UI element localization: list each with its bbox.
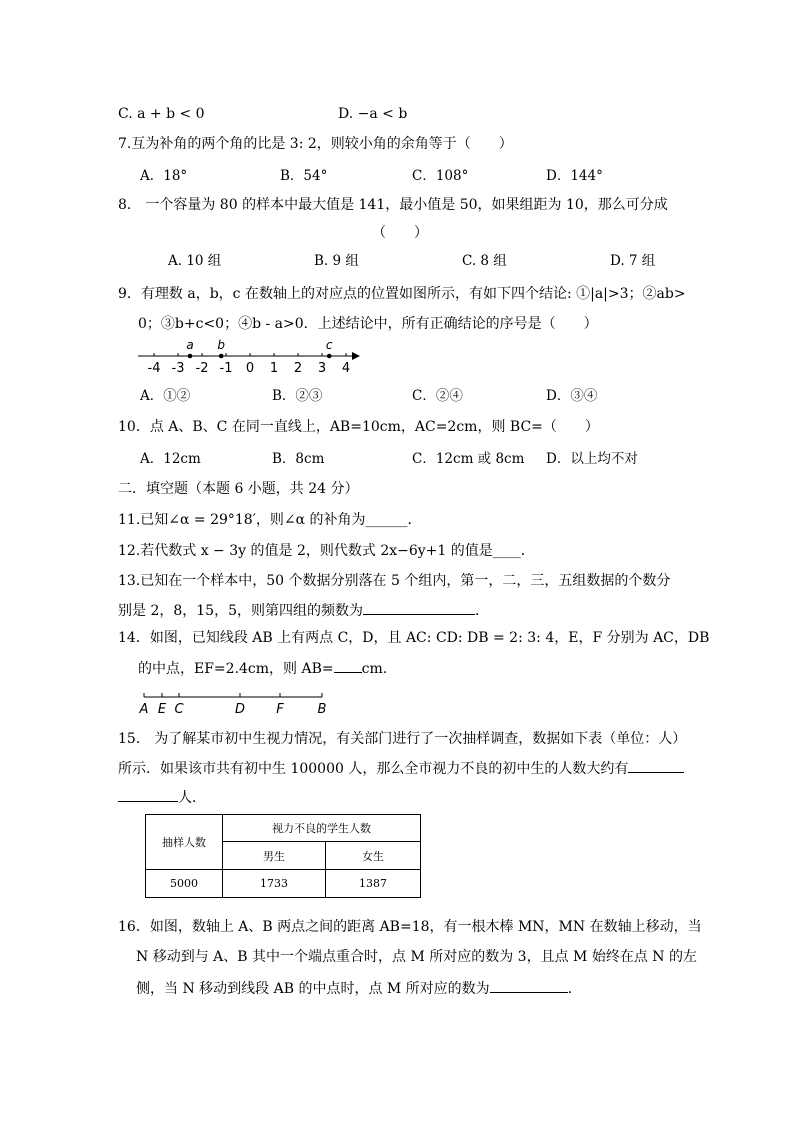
- q13-stem-text: 别是 2，8，15，5，则第四组的频数为: [118, 603, 363, 619]
- q6-option-c: C. a + b < 0: [118, 106, 205, 122]
- point-c: [327, 354, 332, 359]
- q9-option-c: C．②④: [412, 388, 463, 404]
- table-header-girls: 女生: [326, 842, 421, 870]
- table-cell-sample: 5000: [146, 870, 223, 898]
- segment-point-label: A: [139, 702, 149, 717]
- q8-option-d: D. 7 组: [610, 253, 656, 269]
- q15-answer-blank-2: [118, 787, 178, 802]
- q8-option-b: B. 9 组: [314, 253, 359, 269]
- axis-tick-label: -2: [195, 361, 209, 376]
- axis-tick-label: 0: [245, 361, 255, 376]
- q13-stem-line1: 13.已知在一个样本中，50 个数据分别落在 5 个组内，第一，二，三，五组数据的个数分: [118, 573, 671, 589]
- q12-stem: 12.若代数式 x − 3y 的值是 2，则代数式 2x−6y+1 的值是____．: [118, 543, 535, 559]
- q9-stem-line1: 9．有理数 a，b，c 在数轴上的对应点的位置如图所示，有如下四个结论: ①|a|>3；②ab>: [118, 286, 686, 302]
- q10-option-c: C．12cm 或 8cm: [412, 451, 525, 467]
- segment-point-label: D: [234, 702, 246, 717]
- q9-number-line: [130, 336, 380, 376]
- axis-tick-label: -1: [219, 361, 233, 376]
- q10-option-b: B．8cm: [272, 451, 325, 467]
- point-a: [188, 354, 193, 359]
- table-cell-girls: 1387: [326, 870, 421, 898]
- q14-stem-unit: cm.: [361, 661, 388, 677]
- table-header-sample: 抽样人数: [146, 815, 223, 870]
- point-label-c: c: [325, 338, 333, 352]
- q10-option-d: D．以上均不对: [546, 451, 638, 467]
- axis-tick-label: 1: [269, 361, 279, 376]
- q13-answer-blank: [363, 600, 475, 615]
- q14-stem-text: 的中点，EF=2.4cm，则 AB=: [138, 661, 334, 677]
- section2-title: 二．填空题（本题 6 小题，共 24 分）: [118, 481, 359, 497]
- q8-bracket: （ ）: [372, 225, 428, 241]
- q15-stem-line2: [118, 758, 684, 779]
- q16-stem-line1: 16．如图，数轴上 A、B 两点之间的距离 AB=18，有一根木棒 MN，MN 在数轴上移动，当: [118, 919, 702, 935]
- q9-stem-line2: 0；③b+c<0；④b - a>0．上述结论中，所有正确结论的序号是（ ）: [138, 316, 598, 332]
- q8-option-c: C. 8 组: [462, 253, 507, 269]
- axis-tick-label: 2: [293, 361, 303, 376]
- q14-stem-line1: 14．如图，已知线段 AB 上有两点 C，D，且 AC: CD: DB = 2: 3: 4，E，F 分别为 AC，DB: [118, 630, 710, 646]
- q10-stem: 10．点 A、B、C 在同一直线上，AB=10cm，AC=2cm，则 BC=（ ）: [118, 419, 599, 435]
- q9-option-b: B．②③: [272, 388, 323, 404]
- q14-segment-figure: [134, 688, 334, 720]
- axis-tick-label: -3: [171, 361, 185, 376]
- q15-stem-line3: [118, 787, 206, 808]
- q10-option-a: A．12cm: [140, 451, 201, 467]
- q7-option-a: A．18°: [140, 168, 188, 184]
- segment-point-label: F: [276, 702, 284, 717]
- q9-option-a: A．①②: [140, 388, 191, 404]
- q15-answer-blank-1: [628, 758, 684, 773]
- q14-answer-blank: [334, 658, 362, 673]
- q16-stem-text: 侧，当 N 移动到线段 AB 的中点时，点 M 所对应的数为: [136, 981, 490, 997]
- point-b: [219, 354, 224, 359]
- q7-stem: 7.互为补角的两个角的比是 3: 2，则较小角的余角等于（ ）: [118, 136, 513, 152]
- q16-stem-end: ．: [567, 981, 582, 997]
- q16-answer-blank: [490, 978, 568, 993]
- segment-point-label: B: [317, 702, 327, 717]
- q16-stem-line3: [136, 978, 582, 999]
- q11-stem: 11.已知∠α = 29°18′，则∠α 的补角为______．: [118, 512, 422, 528]
- q14-stem-line2: [138, 658, 387, 679]
- axis-tick-label: 4: [341, 361, 351, 376]
- number-line-points: [186, 338, 333, 358]
- q8-stem: 8． 一个容量为 80 的样本中最大值是 141，最小值是 50，如果组距为 10，那么可分成: [118, 197, 668, 213]
- q7-option-d: D．144°: [546, 168, 603, 184]
- axis-tick-label: 3: [317, 361, 327, 376]
- segment-point-label: E: [157, 702, 167, 717]
- point-label-a: a: [186, 338, 194, 352]
- segment-point-label: C: [174, 702, 184, 717]
- q16-stem-line2: N 移动到与 A、B 其中一个端点重合时，点 M 所对应的数为 3，且点 M 始终在点 N 的左: [136, 949, 697, 965]
- q15-stem-end: 人．: [178, 790, 206, 806]
- table-cell-boys: 1733: [223, 870, 326, 898]
- table-header-boys: 男生: [223, 842, 326, 870]
- table-header-poor-vision: 视力不良的学生人数: [223, 815, 421, 842]
- q15-data-table: [145, 814, 421, 898]
- q9-option-d: D．③④: [546, 388, 598, 404]
- q15-stem-line1: 15． 为了解某市初中生视力情况，有关部门进行了一次抽样调查，数据如下表（单位：人）: [118, 731, 687, 747]
- q13-stem-end: ．: [475, 603, 489, 619]
- q6-option-d: D. −a < b: [338, 106, 408, 122]
- q13-stem-line2: [118, 600, 489, 621]
- axis-tick-label: -4: [147, 361, 161, 376]
- q8-option-a: A. 10 组: [168, 253, 222, 269]
- q7-option-c: C．108°: [412, 168, 469, 184]
- number-line-arrow: [352, 352, 360, 360]
- q7-option-b: B．54°: [280, 168, 328, 184]
- q15-stem-text: 所示．如果该市共有初中生 100000 人，那么全市视力不良的初中生的人数大约有: [118, 761, 629, 777]
- point-label-b: b: [217, 338, 226, 352]
